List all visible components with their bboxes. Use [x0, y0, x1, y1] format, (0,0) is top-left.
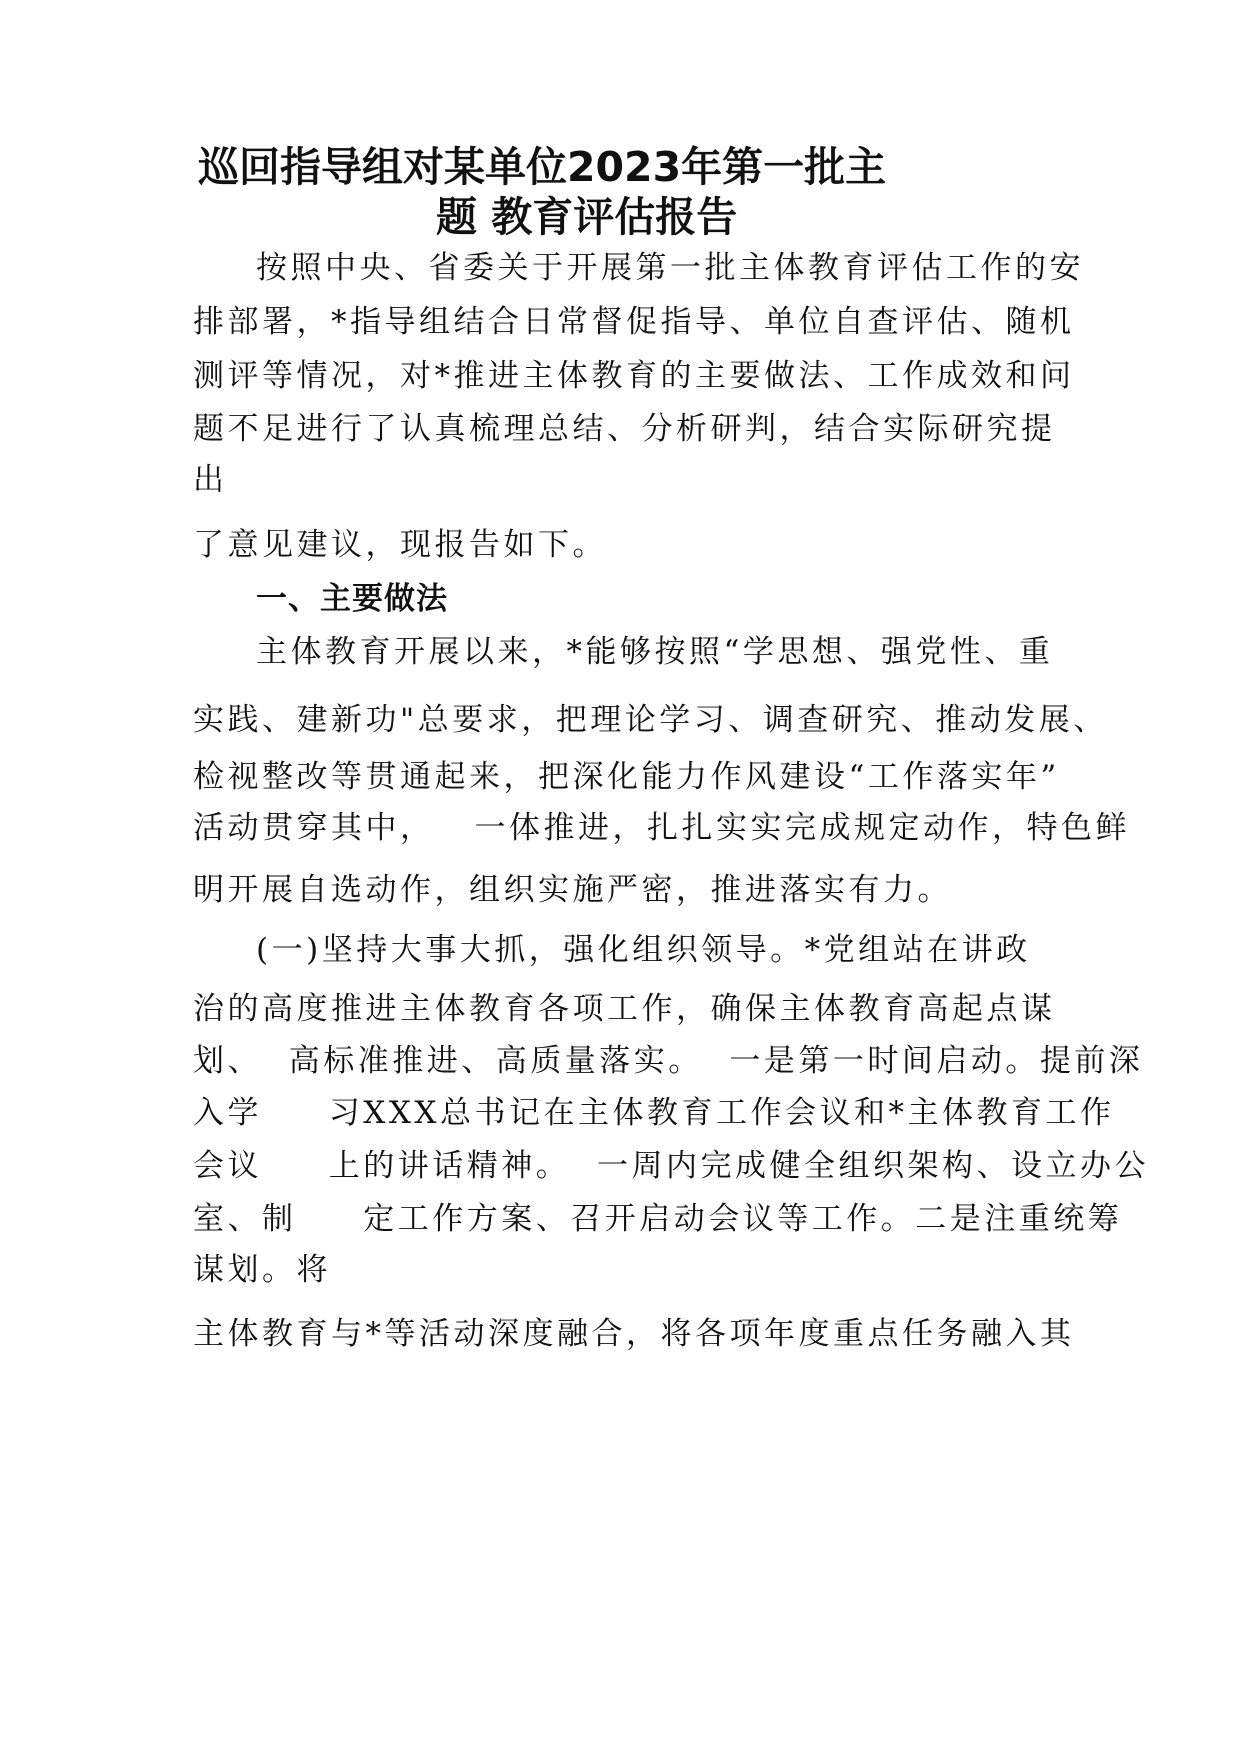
- subsection-line: (一)坚持大事大抓，强化组织领导。*党组站在讲政: [256, 932, 1031, 968]
- section-line: 明开展自选动作，组织实施严密，推进落实有力。: [193, 872, 952, 908]
- subsection-line: 谋划。将: [193, 1252, 331, 1288]
- section-line: 活动贯穿其中， 一体推进，扎扎实实完成规定动作，特色鲜: [193, 810, 1131, 846]
- section-line: 主体教育开展以来，*能够按照“学思想、强党性、重: [256, 634, 1054, 670]
- intro-line: 出: [193, 462, 228, 498]
- subsection-line: 室、制 定工作方案、召开启动会议等工作。二是注重统筹: [193, 1201, 1123, 1237]
- subsection-line: 主体教育与*等活动深度融合，将各项年度重点任务融入其: [193, 1316, 1075, 1352]
- subsection-line: 会议 上的讲话精神。 一周内完成健全组织架构、设立办公: [193, 1148, 1149, 1184]
- subsection-line: 入学 习XXX总书记在主体教育工作会议和*主体教育工作: [193, 1095, 1115, 1131]
- intro-line: 题不足进行了认真梳理总结、分析研判，结合实际研究提: [193, 411, 1056, 447]
- subsection-line: 划、 高标准推进、高质量落实。 一是第一时间启动。提前深: [193, 1043, 1144, 1079]
- section-line: 实践、建新功"总要求，把理论学习、调查研究、推动发展、: [193, 702, 1108, 738]
- intro-line: 了意见建议，现报告如下。: [193, 527, 607, 563]
- section-heading: 一、主要做法: [256, 581, 448, 617]
- subsection-line: 治的高度推进主体教育各项工作，确保主体教育高起点谋: [193, 991, 1056, 1027]
- intro-line: 按照中央、省委关于开展第一批主体教育评估工作的安: [256, 250, 1084, 286]
- document-title-line-2: 题 教育评估报告: [436, 193, 738, 241]
- intro-line: 测评等情况，对*推进主体教育的主要做法、工作成效和问: [193, 358, 1075, 394]
- section-line: 检视整改等贯通起来，把深化能力作风建设“工作落实年”: [193, 759, 1060, 795]
- intro-line: 排部署，*指导组结合日常督促指导、单位自查评估、随机: [193, 304, 1075, 340]
- document-title-line-1: 巡回指导组对某单位2023年第一批主: [198, 143, 887, 191]
